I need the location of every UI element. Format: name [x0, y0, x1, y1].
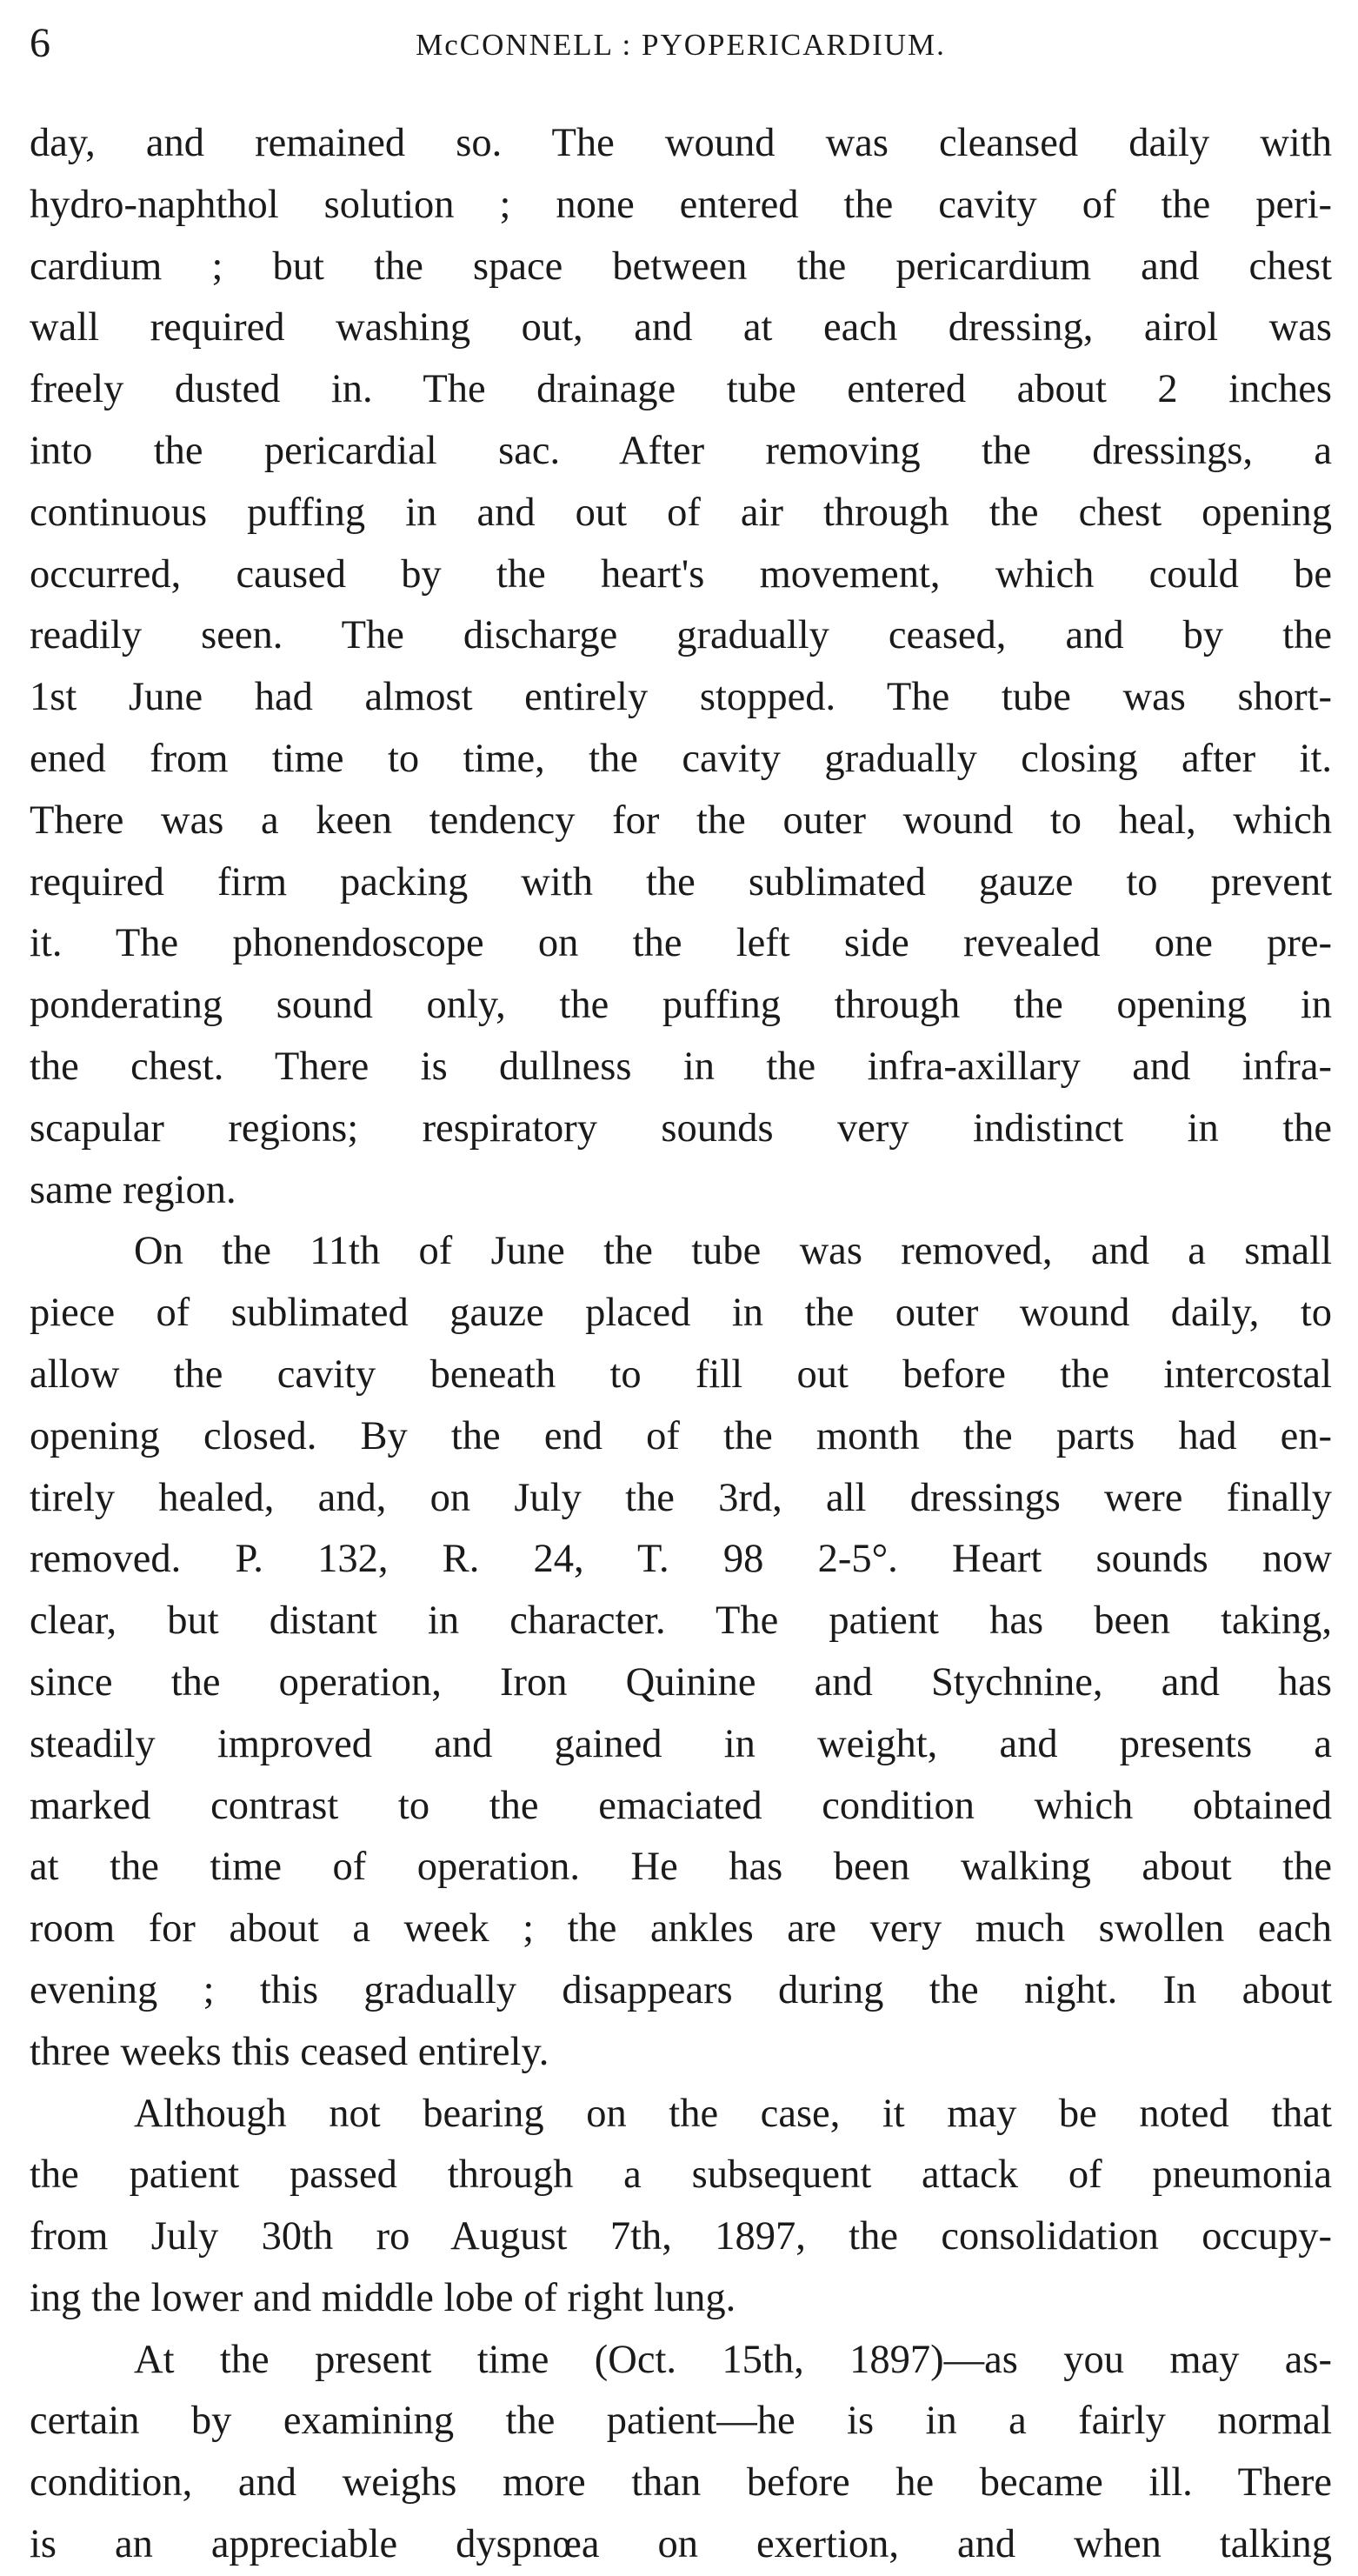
- text-line: There was a keen tendency for the outer wound to heal, which: [30, 797, 1332, 843]
- text-line: the patient passed through a subsequent attack of pneumonia: [30, 2152, 1332, 2198]
- text-line: removed. P. 132, R. 24, T. 98 2-5°. Heart sounds now: [30, 1537, 1332, 1582]
- text-line: day, and remained so. The wound was cleansed daily with: [30, 121, 1332, 165]
- text-line: freely dusted in. The drainage tube entered about 2 inches: [30, 367, 1332, 412]
- text-line: three weeks this ceased entirely.: [30, 2029, 549, 2074]
- text-line: 1st June had almost entirely stopped. The tube was short-: [30, 675, 1332, 720]
- running-head: McCONNELL : PYOPERICARDIUM.: [416, 28, 946, 62]
- text-line: On the 11th of June the tube was removed, and a small: [134, 1229, 1332, 1274]
- paragraph: [30, 2084, 1332, 2330]
- text-line: opening closed. By the end of the month the parts had en-: [30, 1413, 1332, 1458]
- text-line: ponderating sound only, the puffing through the opening in: [30, 983, 1332, 1028]
- text-line: the chest. There is dullness in the infra-axillary and infra-: [30, 1044, 1332, 1089]
- text-line: continuous puffing in and out of air through the chest opening: [30, 490, 1332, 535]
- text-line: Although not bearing on the case, it may be noted that: [134, 2091, 1332, 2136]
- text-line: room for about a week ; the ankles are very much swollen each: [30, 1906, 1332, 1952]
- text-line: is an appreciable dyspnœa on exertion, and when talking: [30, 2522, 1332, 2567]
- text-line: allow the cavity beneath to fill out before the intercostal: [30, 1351, 1332, 1397]
- text-line: at the time of operation. He has been walking about the: [30, 1845, 1332, 1890]
- text-line: from July 30th ro August 7th, 1897, the consolidation occupy-: [30, 2214, 1332, 2259]
- text-line: scapular regions; respiratory sounds very indistinct in the: [30, 1105, 1332, 1151]
- text-line: it. The phonendoscope on the left side revealed one pre-: [30, 921, 1332, 966]
- text-line: clear, but distant in character. The patient has been taking,: [30, 1598, 1332, 1644]
- text-line: tirely healed, and, on July the 3rd, all dressings were finally: [30, 1475, 1332, 1520]
- text-line: ing the lower and middle lobe of right lung.: [30, 2275, 736, 2320]
- text-line: At the present time (Oct. 15th, 1897)—as you may as-: [134, 2337, 1332, 2382]
- text-line: condition, and weighs more than before he became ill. There: [30, 2460, 1332, 2506]
- text-line: wall required washing out, and at each dressing, airol was: [30, 305, 1332, 350]
- text-line: since the operation, Iron Quinine and Stychnine, and has: [30, 1659, 1332, 1705]
- text-line: piece of sublimated gauze placed in the outer wound daily, to: [30, 1291, 1332, 1336]
- page-number: 6: [30, 20, 50, 66]
- text-line: evening ; this gradually disappears during the night. In about: [30, 1967, 1332, 2012]
- text-line: readily seen. The discharge gradually ceased, and by the: [30, 613, 1332, 658]
- paragraph: [30, 1221, 1332, 2083]
- text-line: steadily improved and gained in weight, and presents a: [30, 1721, 1332, 1766]
- text-line: certain by examining the patient—he is in a fairly normal: [30, 2399, 1332, 2444]
- page-header: [30, 16, 1332, 89]
- text-line: hydro-naphthol solution ; none entered the cavity of the peri-: [30, 182, 1332, 227]
- text-line: into the pericardial sac. After removing the dressings, a: [30, 428, 1332, 473]
- document-page: [30, 16, 1332, 2567]
- paragraph: [30, 2330, 1332, 2576]
- text-line: cardium ; but the space between the pericardium and chest: [30, 244, 1332, 289]
- text-line: marked contrast to the emaciated condition which obtained: [30, 1783, 1332, 1828]
- body-text: [30, 113, 1332, 2576]
- paragraph: [30, 113, 1332, 1221]
- text-line: same region.: [30, 1167, 236, 1212]
- text-line: ened from time to time, the cavity gradually closing after it.: [30, 736, 1332, 781]
- text-line: required firm packing with the sublimated gauze to prevent: [30, 859, 1332, 904]
- text-line: occurred, caused by the heart's movement, which could be: [30, 551, 1332, 597]
